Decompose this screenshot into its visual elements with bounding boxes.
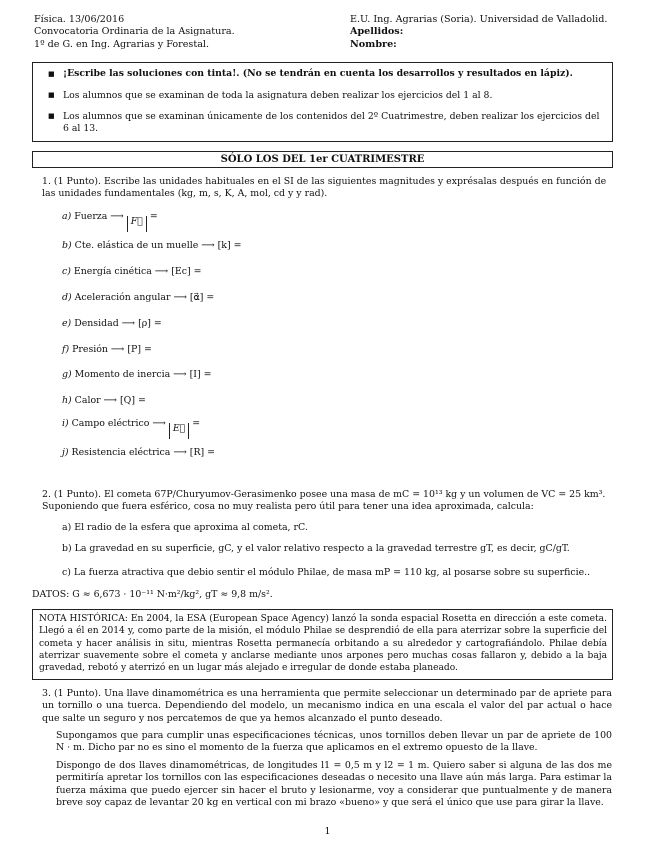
- q1-item-text: Presión ⟶: [69, 343, 128, 355]
- q1-item-text: Energía cinética ⟶: [70, 265, 172, 277]
- q1-item-label: c): [62, 265, 71, 277]
- q1-item: [62, 447, 215, 459]
- q1-item-text: Cte. elástica de un muelle ⟶: [71, 239, 218, 251]
- q1-item: [62, 211, 158, 232]
- q3-paragraph-2: Supongamos que para cumplir unas especificaciones técnicas, unos tornillos deben llevar un par de apriete de 100 N · m. Dicho par no es sino el momento de la fuerza que aplicamos en el extremo opuesto de la llave.: [56, 730, 612, 754]
- q1-item-symbol: [Q] =: [119, 395, 146, 407]
- q1-item-symbol: [α⃗] =: [189, 291, 215, 303]
- q1-item-label: e): [62, 317, 72, 329]
- q1-item-equals: =: [146, 211, 158, 222]
- q1-item-label: i): [62, 418, 69, 430]
- historical-note: [32, 609, 613, 680]
- header-right: [350, 14, 607, 51]
- header-school: E.U. Ing. Agrarias (Soria). Universidad de Valladolid.: [350, 14, 608, 25]
- section-title: SÓLO LOS DEL 1er CUATRIMESTRE: [32, 151, 613, 168]
- header-course: Física. 13/06/2016: [34, 14, 125, 25]
- q2-item-b: b) La gravedad en su superficie, gC, y el valor relativo respecto a la gravedad terrestre gT, es decir, gC/gT.: [62, 543, 570, 554]
- q1-item-equals: =: [189, 418, 201, 430]
- q1-item-text: Fuerza ⟶: [71, 211, 127, 222]
- q1-item-text: Campo eléctrico ⟶: [68, 418, 169, 430]
- q1-item-symbol: [P] =: [127, 343, 152, 355]
- header-degree: 1º de G. en Ing. Agrarias y Forestal.: [34, 38, 210, 50]
- q1-item-text: Resistencia eléctrica ⟶: [68, 447, 190, 459]
- q1-item: [62, 369, 211, 381]
- q1-item-text: Calor ⟶: [71, 395, 120, 407]
- q1-item-label: a): [62, 211, 72, 222]
- q1-item: [62, 266, 201, 278]
- q1-item: [62, 418, 200, 439]
- q3-paragraph-3: Dispongo de dos llaves dinamométricas, de longitudes l1 = 0,5 m y l2 = 1 m. Quiero saber si alguna de las dos me permitiría apretar los tornillos con las especificaciones deseadas o necesito una llave aún más larga. Para estimar la fuerza máxima que puedo ejercer sin hacer el bruto y lesionarme, voy a considerar que puntualmente y de manera breve soy capaz de levantar 20 kg en vertical con mi brazo «bueno» y que será el único que use para girar la llave.: [56, 760, 612, 808]
- instructions-box: [32, 62, 613, 142]
- note-text: NOTA HISTÓRICA: En 2004, la ESA (European Space Agency) lanzó la sonda espacial Rosetta en dirección a este cometa. Llegó a él en 2014 y, como parte de la misión, el módulo Philae se desprendió de ella para aterrizar sobre la superficie del cometa y hacer análisis in situ, mientras Rosetta permanecía orbitando a su alrededor y cartografiándolo. Philae debía aterrizar suavemente sobre el cometa y anclarse mediante unos arpones pero muchas cosas fallaron y, debido a la baja gravedad, rebotó y aterrizó en un lugar más alejado e irregular de donde estaba planeado.: [39, 614, 607, 674]
- q1-item: [62, 292, 214, 304]
- q2-intro: 2. (1 Punto). El cometa 67P/Churyumov-Gerasimenko posee una masa de mC = 10¹³ kg y un volumen de VC = 25 km³. Suponiendo que fuera esférico, cosa no muy realista pero útil para tener una idea aproximada, calcula:: [42, 489, 606, 513]
- instruction-item: ■ ¡Escribe las soluciones con tinta!. (No se tendrán en cuenta los desarrollos y resultados en lápiz).: [63, 68, 602, 80]
- nombre-label: Nombre:: [350, 38, 397, 50]
- q1-item-text: Densidad ⟶: [71, 317, 139, 329]
- q2-item-c: c) La fuerza atractiva que debio sentir el módulo Philae, de masa mP = 110 kg, al posarse sobre su superficie..: [62, 567, 591, 578]
- q1-item-symbol: [I] =: [189, 369, 212, 381]
- q1-item-label: d): [62, 291, 72, 303]
- q1-item-text: Momento de inercia ⟶: [71, 369, 190, 381]
- q1-item-text: Aceleración angular ⟶: [71, 291, 190, 303]
- q1-item-symbol: [k] =: [217, 239, 242, 251]
- q1-item-label: f): [62, 343, 70, 355]
- header-left: [34, 14, 235, 51]
- q1-item-label: j): [62, 447, 69, 459]
- page-number: 1: [324, 826, 331, 837]
- instruction-item: ■ Los alumnos que se examinan de toda la asignatura deben realizar los ejercicios del 1 al 8.: [63, 90, 602, 102]
- q1-item-label: h): [62, 395, 72, 407]
- q1-item-symbol: [Ec] =: [171, 265, 202, 277]
- apellidos-label: Apellidos:: [350, 26, 404, 38]
- q1-item: [62, 240, 241, 252]
- q1-item-symbol: [ρ] =: [138, 317, 162, 329]
- header-call: Convocatoria Ordinaria de la Asignatura.: [34, 26, 235, 38]
- q3-intro: 3. (1 Punto). Una llave dinamométrica es una herramienta que permite seleccionar un determinado par de apriete para un tornillo o una tuerca. Dependiendo del modelo, un mecanismo indica en una escala el valor del par actual o hace que salte un seguro y nos percatemos de que ya hemos alcanzado el punto deseado.: [42, 688, 612, 724]
- instruction-item: ■ Los alumnos que se examinan únicamente de los contenidos del 2º Cuatrimestre, deben realizar los ejercicios del 6 al 13.: [63, 111, 602, 134]
- q1-item: [62, 318, 162, 330]
- q2-data: DATOS: G ≈ 6,673 · 10⁻¹¹ N·m²/kg², gT ≈ 9,8 m/s².: [32, 589, 273, 600]
- q1-item-label: g): [62, 369, 72, 381]
- q1-intro: 1. (1 Punto). Escribe las unidades habituales en el SI de las siguientes magnitudes y exprésalas después en función de las unidades fundamentales (kg, m, s, K, A, mol, cd y y rad).: [42, 176, 607, 200]
- q2-item-a: a) El radio de la esfera que aproxima al cometa, rC.: [62, 522, 308, 533]
- q1-item-label: b): [62, 239, 72, 251]
- q1-item-symbol: E⃗: [169, 423, 189, 439]
- q1-item-symbol: F⃗: [127, 216, 147, 232]
- q1-item: [62, 344, 152, 356]
- q1-item: [62, 395, 146, 407]
- q1-item-symbol: [R] =: [189, 447, 216, 459]
